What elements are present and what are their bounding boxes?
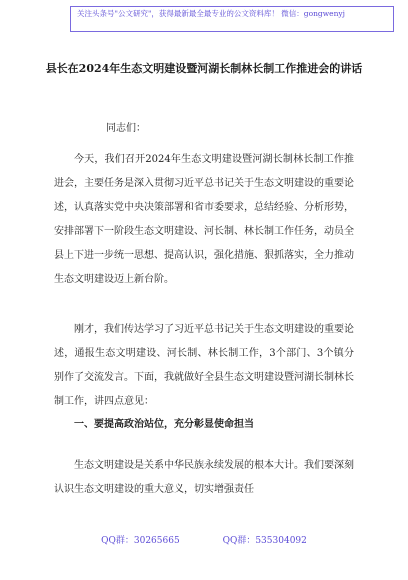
paragraph-2: 刚才，我们传达学习了习近平总书记关于生态文明建设的重要论述，通报生态文明建设、河长制、林长制工作，3个部门、3个镇分别作了交流发言。下面，我就做好全县生态文明建设暨河湖长制林长制工作，讲四点意见：	[54, 324, 354, 407]
footer-contact	[0, 535, 408, 547]
paragraph-1: 今天，我们召开2024年生态文明建设暨河湖长制林长制工作推进会，主要任务是深入贯彻习近平总书记关于生态文明建设的重要论述，认真落实党中央决策部署和省市委要求，总结经验、分析形势，安排部署下一阶段生态文明建设、河长制、林长制工作任务，动员全县上下进一步统一思想、提高认识，强化措施、狠抓落实，全力推动生态文明建设迈上新台阶。	[54, 154, 354, 285]
salutation: 同志们：	[106, 123, 146, 134]
promo-banner	[70, 6, 394, 32]
footer-qq-group-2: QQ群：535304092	[222, 536, 307, 546]
document-title: 县长在2024年生态文明建设暨河湖长制林长制工作推进会的讲话	[45, 62, 363, 75]
footer-qq-group-1: QQ群：30265665	[101, 536, 180, 546]
section-heading-1: 一、要提高政治站位，充分彰显使命担当	[74, 419, 254, 430]
promo-banner-text: 关注头条号"公文研究"，获得最新最全最专业的公文资料库！ 微信：gongwenyj	[77, 9, 345, 18]
paragraph-3: 生态文明建设是关系中华民族永续发展的根本大计。我们要深刻认识生态文明建设的重大意义，切实增强责任	[54, 460, 354, 495]
